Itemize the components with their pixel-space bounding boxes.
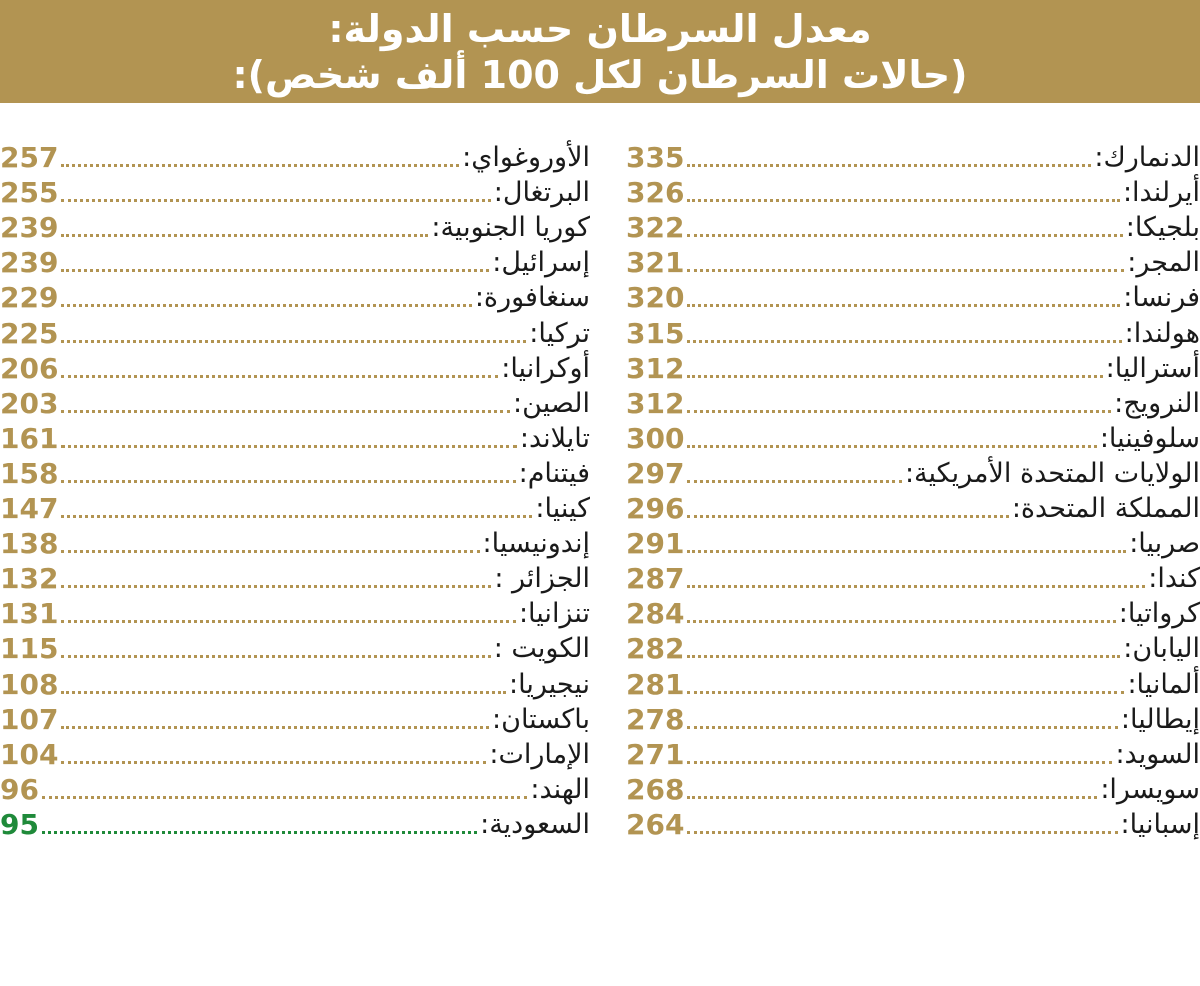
dotted-leader [61,164,459,167]
dotted-leader [61,585,491,588]
country-row [0,351,590,386]
country-row [626,245,1200,280]
country-row [626,526,1200,561]
country-row [626,772,1200,807]
cancer-rate-value: 95 [0,807,39,841]
dotted-leader [61,691,506,694]
country-row [0,210,590,245]
cancer-rate-value: 271 [626,737,685,771]
country-name: ألمانيا: [1127,668,1200,700]
cancer-rate-value: 335 [626,141,685,175]
title-banner [0,0,1200,103]
country-name: المجر: [1127,247,1200,279]
dotted-leader [61,620,516,623]
country-name: تركيا: [529,317,590,349]
country-row [626,140,1200,175]
country-name: هولندا: [1124,317,1200,349]
dotted-leader [61,655,490,658]
dotted-leader [687,620,1115,623]
cancer-rate-value: 229 [0,281,59,315]
country-row [626,386,1200,421]
country-name: البرتغال: [493,177,590,209]
dotted-leader [687,515,1008,518]
country-row [0,280,590,315]
dotted-leader [687,410,1111,413]
dotted-leader [61,340,526,343]
country-list-right [626,140,1200,842]
cancer-rate-value: 115 [0,632,59,666]
country-name: سلوفينيا: [1099,422,1200,454]
country-name: كوريا الجنوبية: [431,212,590,244]
dotted-leader [61,375,498,378]
cancer-rate-value: 287 [626,562,685,596]
country-row [626,702,1200,737]
dotted-leader [687,761,1112,764]
cancer-rate-value: 239 [0,211,59,245]
cancer-rate-value: 96 [0,772,39,806]
country-name: نيجيريا: [509,668,590,700]
country-row [626,210,1200,245]
dotted-leader [42,831,477,834]
country-row [0,596,590,631]
country-name: إيطاليا: [1120,703,1200,735]
dotted-leader [61,761,486,764]
cancer-rate-value: 312 [626,351,685,385]
cancer-rate-value: 321 [626,246,685,280]
dotted-leader [61,480,515,483]
country-name: النرويج: [1114,387,1200,419]
country-row [626,421,1200,456]
cancer-rate-value: 104 [0,737,59,771]
country-row [0,491,590,526]
country-row [626,631,1200,666]
country-row [626,280,1200,315]
country-row [0,421,590,456]
country-name: الجزائر : [494,563,590,595]
country-row [626,596,1200,631]
country-row [626,315,1200,350]
country-name: الأوروغواي: [462,142,590,174]
cancer-rate-value: 284 [626,597,685,631]
country-name: الكويت : [493,633,590,665]
cancer-rate-value: 322 [626,211,685,245]
dotted-leader [687,445,1096,448]
country-name: الدنمارك: [1094,142,1200,174]
dotted-leader [687,164,1091,167]
country-name: إندونيسيا: [482,528,590,560]
dotted-leader [61,304,471,307]
country-name: الصين: [513,387,590,419]
country-row [0,140,590,175]
country-name: فرنسا: [1123,282,1200,314]
dotted-leader [687,304,1120,307]
dotted-leader [61,410,510,413]
cancer-rate-value: 326 [626,176,685,210]
dotted-leader [687,585,1145,588]
dotted-leader [61,726,489,729]
country-row [0,807,590,842]
country-name: السعودية: [480,808,590,840]
cancer-rate-value: 300 [626,421,685,455]
country-name: كينيا: [535,493,590,525]
country-name: باكستان: [492,703,590,735]
cancer-rate-value: 297 [626,456,685,490]
country-row [626,456,1200,491]
country-name: المملكة المتحدة: [1011,493,1200,525]
country-row [626,351,1200,386]
cancer-rate-value: 161 [0,421,59,455]
title-line-2: (حالات السرطان لكل 100 ألف شخص): [232,53,968,97]
cancer-rate-value: 255 [0,176,59,210]
cancer-rate-value: 225 [0,316,59,350]
country-name: سويسرا: [1100,773,1200,805]
dotted-leader [61,199,490,202]
dotted-leader [61,234,428,237]
country-row [626,561,1200,596]
dotted-leader [61,515,532,518]
cancer-rate-value: 320 [626,281,685,315]
country-name: الهند: [530,773,590,805]
title-line-1: معدل السرطان حسب الدولة: [328,7,872,51]
cancer-rate-value: 257 [0,141,59,175]
country-name: الولايات المتحدة الأمريكية: [904,457,1200,489]
country-row [0,666,590,701]
cancer-rate-value: 296 [626,492,685,526]
cancer-rate-value: 239 [0,246,59,280]
dotted-leader [687,480,902,483]
cancer-rate-value: 108 [0,667,59,701]
country-row [0,737,590,772]
dotted-leader [687,375,1102,378]
country-name: صربيا: [1129,528,1200,560]
cancer-rate-value: 206 [0,351,59,385]
dotted-leader [42,796,527,799]
country-name: سنغافورة: [474,282,590,314]
dotted-leader [687,726,1117,729]
country-row [626,807,1200,842]
dotted-leader [687,550,1126,553]
country-row [0,702,590,737]
country-row [0,245,590,280]
dotted-leader [687,269,1124,272]
cancer-rate-value: 281 [626,667,685,701]
cancer-rate-value: 147 [0,492,59,526]
country-name: الإمارات: [489,738,590,770]
dotted-leader [687,199,1119,202]
country-row [0,175,590,210]
country-name: أيرلندا: [1122,177,1200,209]
dotted-leader [61,269,489,272]
country-row [0,526,590,561]
dotted-leader [687,831,1117,834]
country-row [626,175,1200,210]
cancer-rate-value: 278 [626,702,685,736]
country-row [0,772,590,807]
country-name: إسرائيل: [492,247,590,279]
country-row [0,456,590,491]
country-name: اليابان: [1123,633,1200,665]
country-row [0,561,590,596]
country-name: إسبانيا: [1120,808,1200,840]
country-name: تنزانيا: [518,598,590,630]
country-name: أستراليا: [1105,352,1200,384]
cancer-rate-value: 203 [0,386,59,420]
dotted-leader [61,445,516,448]
country-row [626,737,1200,772]
country-name: تايلاند: [519,422,590,454]
country-row [0,315,590,350]
dotted-leader [687,796,1097,799]
cancer-rate-value: 138 [0,527,59,561]
cancer-rate-value: 158 [0,456,59,490]
cancer-rate-value: 131 [0,597,59,631]
country-row [626,491,1200,526]
cancer-rate-value: 315 [626,316,685,350]
country-name: كرواتيا: [1118,598,1200,630]
country-row [0,386,590,421]
country-row [0,631,590,666]
country-name: بلجيكا: [1125,212,1200,244]
country-name: فيتنام: [518,457,590,489]
dotted-leader [687,655,1120,658]
dotted-leader [61,550,479,553]
cancer-rate-value: 282 [626,632,685,666]
cancer-rate-value: 132 [0,562,59,596]
country-name: كندا: [1148,563,1200,595]
country-list-left [0,140,590,842]
cancer-rate-value: 291 [626,527,685,561]
cancer-rate-value: 264 [626,807,685,841]
dotted-leader [687,234,1122,237]
dotted-leader [687,691,1124,694]
dotted-leader [687,340,1121,343]
cancer-rate-value: 107 [0,702,59,736]
country-name: السويد: [1115,738,1200,770]
cancer-rate-value: 312 [626,386,685,420]
cancer-rate-value: 268 [626,772,685,806]
country-name: أوكرانيا: [501,352,590,384]
country-row [626,666,1200,701]
